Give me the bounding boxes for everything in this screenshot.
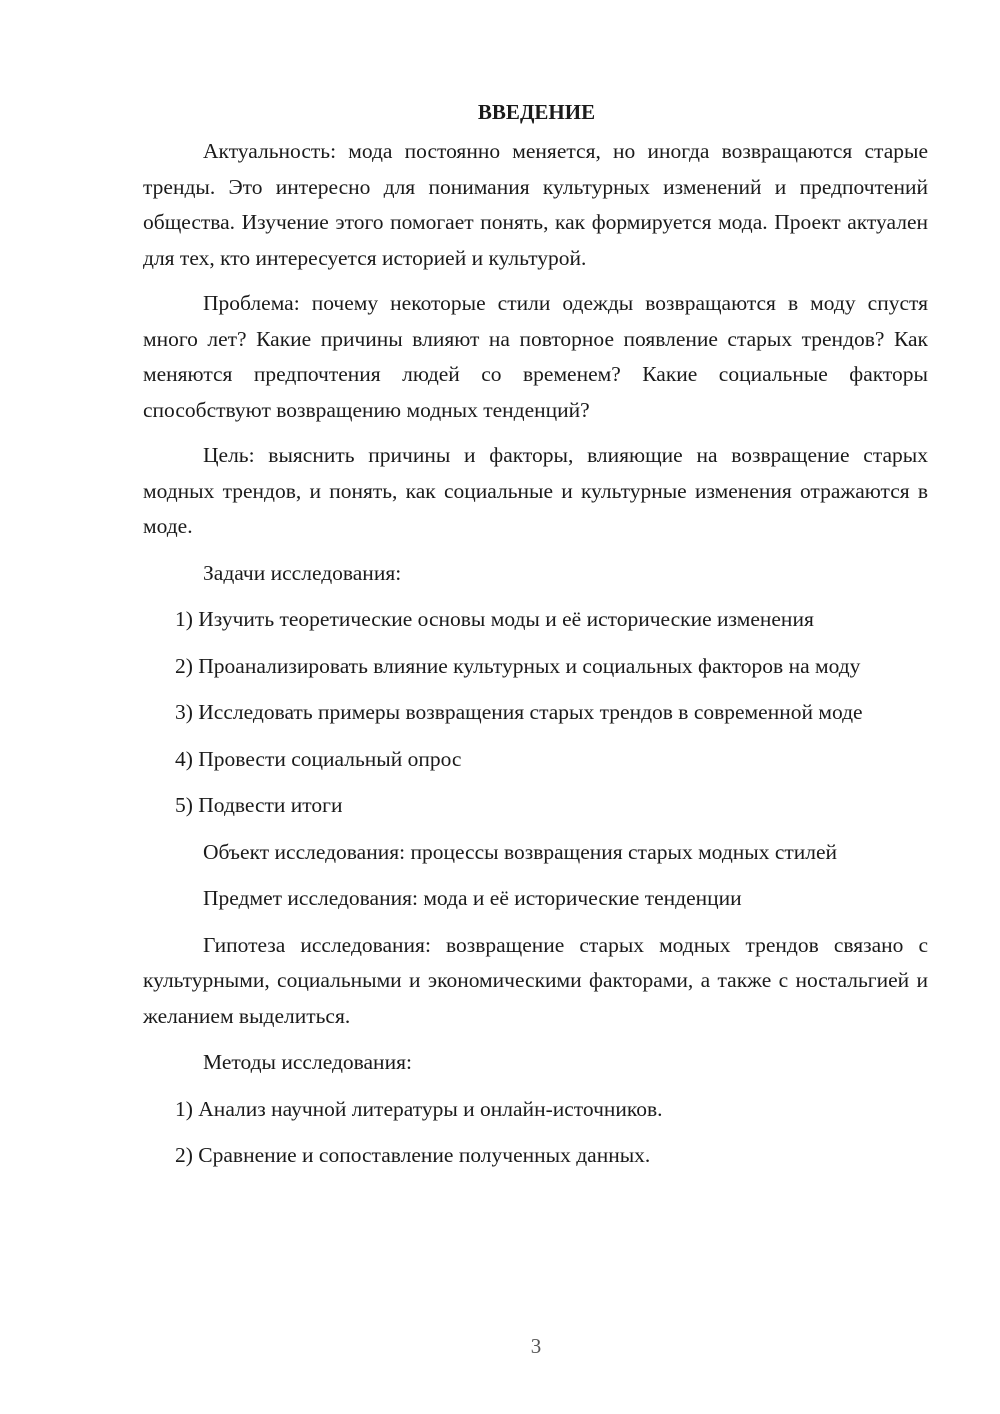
- methods-label: Методы исследования:: [203, 1050, 412, 1074]
- task-item: 1) Изучить теоретические основы моды и её исторические изменения: [175, 607, 814, 631]
- method-item: 1) Анализ научной литературы и онлайн-источников.: [175, 1096, 663, 1121]
- hypothesis-paragraph: Гипотеза исследования: возвращение старых модных трендов связано с культурными, социальными и экономическими факторами, а также с ностальгией и желанием выделиться.: [143, 932, 928, 1028]
- object-paragraph: Объект исследования: процессы возвращения старых модных стилей: [203, 839, 838, 864]
- goal-paragraph: Цель: выяснить причины и факторы, влияющие на возвращение старых модных трендов, и понять, как социальные и культурные изменения отражаются в моде.: [143, 443, 928, 538]
- page-number: 3: [530, 1334, 542, 1358]
- task-item: 5) Подвести итоги: [175, 793, 343, 817]
- page-content: [143, 98, 928, 1174]
- task-item: 4) Провести социальный опрос: [175, 746, 462, 771]
- relevance-paragraph: Актуальность: мода постоянно меняется, но иногда возвращаются старые тренды. Это интересно для понимания культурных изменений и предпочтений общества. Изучение этого помогает понять, как формируется мода. Проект актуален для тех, кто интересуется историей и культурой.: [143, 139, 928, 270]
- task-item: 3) Исследовать примеры возвращения старых трендов в современной моде: [175, 700, 863, 724]
- task-item: 2) Проанализировать влияние культурных и социальных факторов на моду: [175, 653, 861, 678]
- subject-paragraph: Предмет исследования: мода и её исторические тенденции: [203, 886, 742, 910]
- method-item: 2) Сравнение и сопоставление полученных данных.: [175, 1143, 651, 1167]
- section-heading: ВВЕДЕНИЕ: [477, 100, 596, 124]
- problem-paragraph: Проблема: почему некоторые стили одежды возвращаются в моду спустя много лет? Какие причины влияют на повторное появление старых трендов? Как меняются предпочтения людей со временем? Какие социальные факторы способствуют возвращению модных тенденций?: [143, 291, 928, 422]
- tasks-label: Задачи исследования:: [203, 560, 402, 585]
